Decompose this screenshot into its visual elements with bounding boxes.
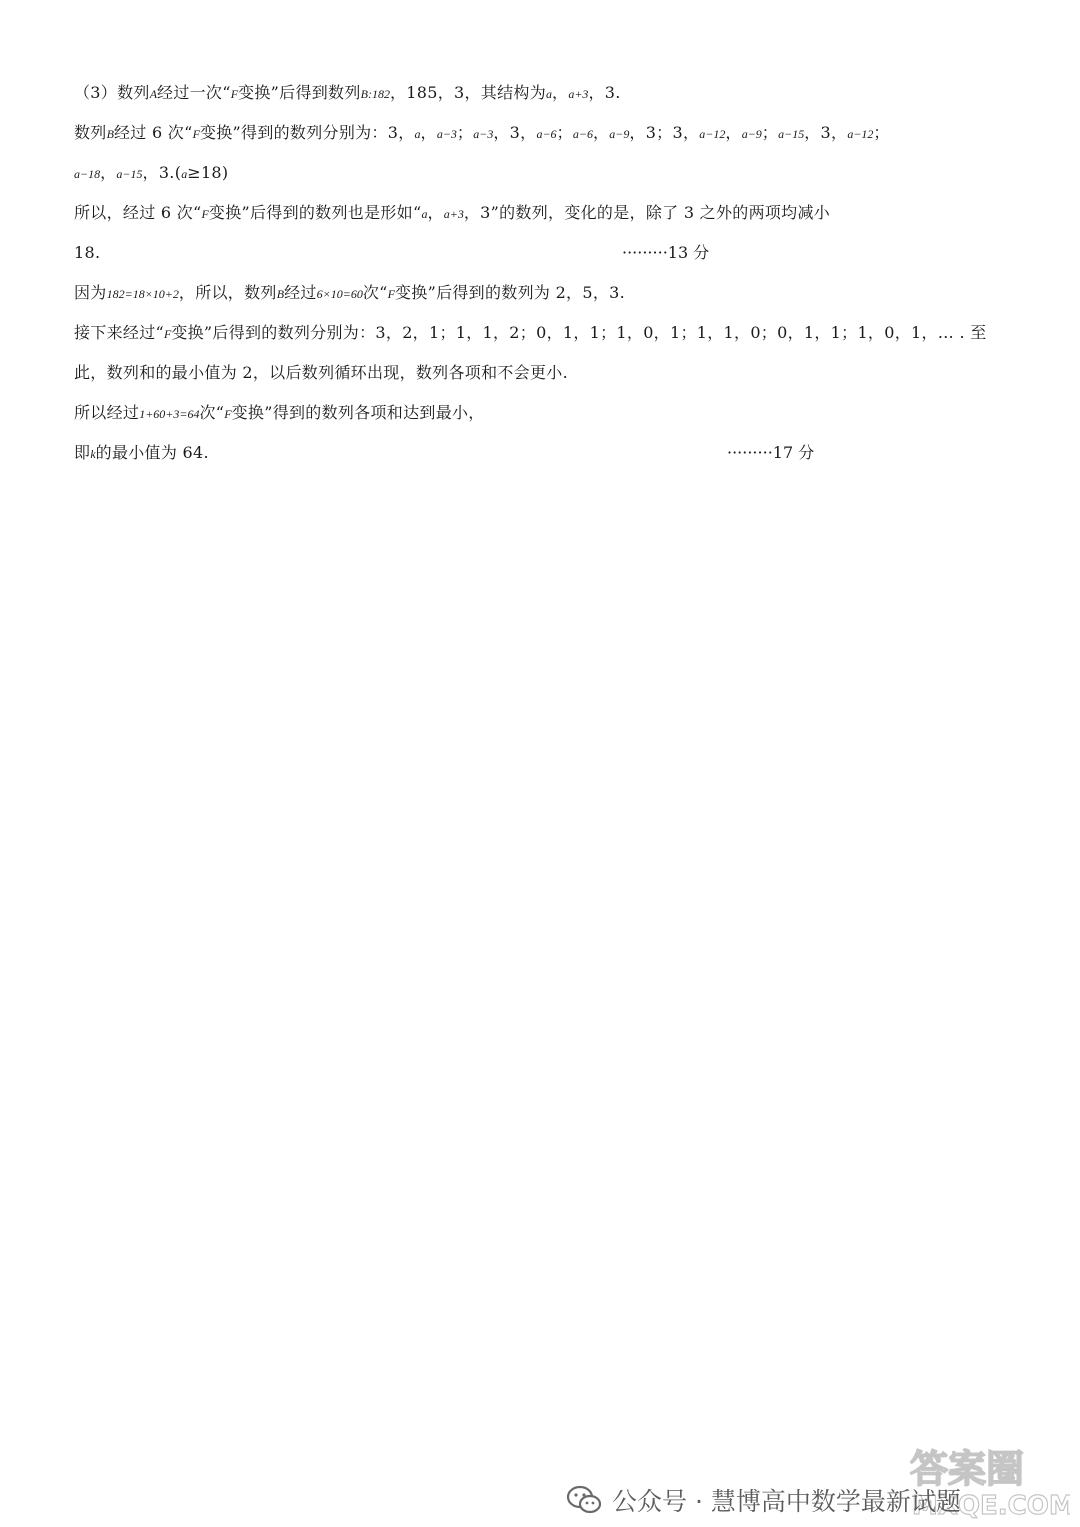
logo-sub: MXQE.COM bbox=[912, 1491, 1070, 1520]
math: F bbox=[192, 127, 200, 141]
text: ； bbox=[456, 123, 474, 142]
text: 变换”得到的数列分别为：3， bbox=[199, 123, 415, 142]
text: ； bbox=[556, 123, 573, 142]
math: F bbox=[387, 287, 395, 301]
text: ， bbox=[427, 203, 444, 222]
solution-line-6 bbox=[74, 282, 625, 305]
text: 经过 bbox=[284, 283, 317, 302]
text: （3）数列 bbox=[74, 83, 150, 102]
text: ， bbox=[420, 123, 437, 142]
solution-line-5 bbox=[74, 242, 100, 264]
math: a+3 bbox=[443, 207, 464, 221]
math: B bbox=[106, 127, 114, 141]
text: 接下来经过“ bbox=[74, 323, 164, 342]
solution-line-7 bbox=[74, 322, 987, 345]
text: 经过 6 次“ bbox=[113, 123, 193, 142]
text: ，3， bbox=[493, 123, 537, 142]
text: ，所以，数列 bbox=[178, 283, 277, 302]
math: k bbox=[90, 447, 96, 461]
text: 经过一次“ bbox=[157, 83, 231, 102]
score-marker: ·········17 分 bbox=[727, 443, 815, 462]
solution-line-1 bbox=[74, 82, 621, 105]
math: a bbox=[181, 167, 188, 181]
math: a bbox=[414, 127, 421, 141]
text: ； bbox=[873, 123, 890, 142]
text: ，185，3，其结构为 bbox=[389, 83, 547, 102]
math: a−6 bbox=[572, 127, 593, 141]
text: 即 bbox=[74, 443, 91, 462]
math: a bbox=[421, 207, 428, 221]
text: 此，数列和的最小值为 2，以后数列循环出现，数列各项和不会更小. bbox=[74, 363, 568, 382]
text: ； bbox=[761, 123, 779, 142]
watermark-text: 公众号 · 慧博高中数学最新试题 bbox=[612, 1487, 961, 1516]
math: 182=18×10+2 bbox=[106, 287, 179, 301]
math: A bbox=[149, 87, 158, 101]
text: ， bbox=[100, 163, 117, 182]
solution-line-9 bbox=[74, 402, 485, 425]
logo-main: 答案圈 bbox=[910, 1447, 1025, 1491]
math: a bbox=[546, 87, 553, 101]
text: ， bbox=[592, 123, 610, 142]
math: 1+60+3=64 bbox=[139, 407, 200, 421]
math: a−12 bbox=[699, 127, 726, 141]
math: B:182 bbox=[360, 87, 390, 101]
text: ， bbox=[725, 123, 742, 142]
text: ，3；3， bbox=[629, 123, 700, 142]
text: 变换”后得到的数列分别为：3，2，1；1，1，2；0，1，1；1，0，1；1，1，0；0，1，1；1，0，1，… . 至 bbox=[171, 323, 987, 342]
math: F bbox=[163, 327, 172, 341]
text: 数列 bbox=[74, 123, 107, 142]
text: 所以，经过 6 次“ bbox=[74, 203, 202, 222]
text: 次“ bbox=[199, 403, 225, 422]
text: ，3， bbox=[804, 123, 848, 142]
math: a−12 bbox=[847, 127, 874, 141]
solution-line-10 bbox=[74, 442, 209, 465]
solution-line-3 bbox=[74, 162, 228, 185]
math: a−3 bbox=[436, 127, 457, 141]
text: ，3”的数列，变化的是，除了 3 之外的两项均减小 bbox=[463, 203, 831, 222]
math: a−9 bbox=[609, 127, 630, 141]
math: a−3 bbox=[473, 127, 494, 141]
site-logo bbox=[900, 1440, 1070, 1520]
math: a−6 bbox=[536, 127, 557, 141]
math: 6×10=60 bbox=[316, 287, 363, 301]
text: 因为 bbox=[74, 283, 107, 302]
solution-line-2 bbox=[74, 122, 890, 145]
text: 次“ bbox=[362, 283, 388, 302]
wechat-icon bbox=[566, 1485, 602, 1515]
solution-line-4 bbox=[74, 202, 830, 225]
text: 18. bbox=[74, 243, 101, 262]
math: F bbox=[230, 87, 239, 101]
text: ，3.( bbox=[142, 163, 182, 182]
text: ≥18) bbox=[187, 163, 229, 182]
text: 变换”后得到的数列也是形如“ bbox=[208, 203, 422, 222]
math: a+3 bbox=[568, 87, 589, 101]
text: ， bbox=[552, 83, 569, 102]
score-marker: ·········13 分 bbox=[622, 243, 710, 262]
text: ，3. bbox=[588, 83, 621, 102]
text: 所以经过 bbox=[74, 403, 140, 422]
math: a−9 bbox=[741, 127, 762, 141]
text: 的最小值为 64. bbox=[95, 443, 209, 462]
math: F bbox=[201, 207, 209, 221]
math: F bbox=[224, 407, 232, 421]
solution-line-8 bbox=[74, 362, 568, 384]
math: B bbox=[276, 287, 285, 301]
text: 变换”后得到的数列为 2，5，3. bbox=[395, 283, 625, 302]
math: a−15 bbox=[116, 167, 143, 181]
text: 变换”后得到数列 bbox=[238, 83, 361, 102]
math: a−15 bbox=[778, 127, 805, 141]
math: a−18 bbox=[74, 167, 101, 181]
text: 变换”得到的数列各项和达到最小， bbox=[231, 403, 485, 422]
